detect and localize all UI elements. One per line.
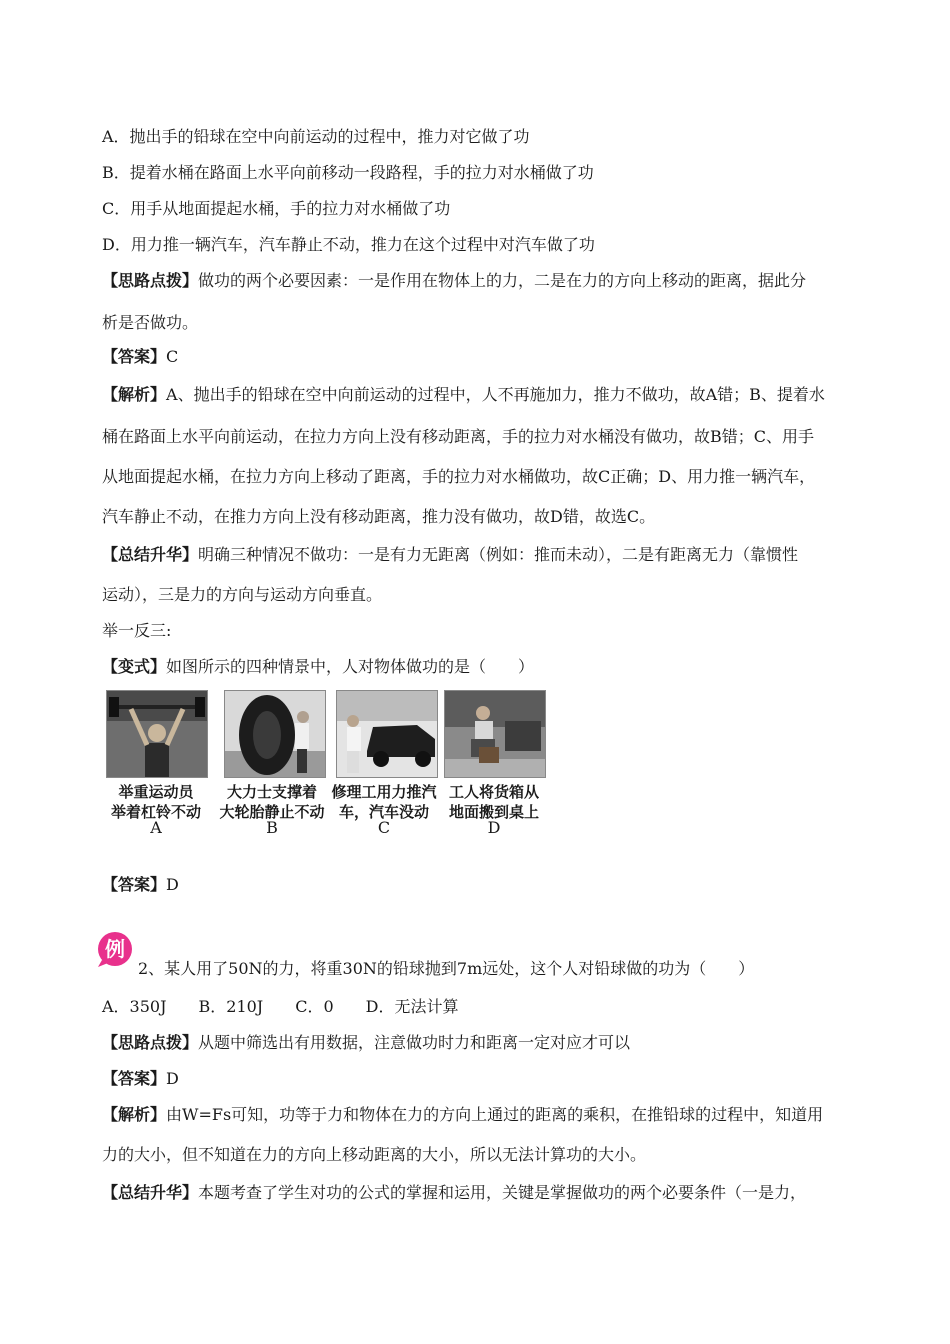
label-b: B — [266, 818, 278, 837]
q2-answer-value: D — [166, 1069, 179, 1088]
answer-line-1 — [102, 346, 842, 368]
caption-a-2: 举着杠铃不动 — [110, 803, 201, 821]
car-photo — [336, 690, 438, 778]
q2-hint-tag: 【思路点拨】 — [102, 1033, 199, 1052]
summary-line-2: 运动），三是力的方向与运动方向垂直。 — [102, 585, 383, 604]
weightlifter-photo — [106, 690, 208, 778]
q2-summary-line-1 — [102, 1182, 842, 1204]
hint-line-2: 析是否做功。 — [102, 313, 199, 332]
example-badge-icon — [96, 930, 134, 968]
hint-text-1: 做功的两个必要因素：一是作用在物体上的力，二是在力的方向上移动的距离，据此分 — [198, 271, 807, 290]
variant-answer-value: D — [166, 875, 179, 894]
q2-analysis-line-2: 力的大小，但不知道在力的方向上移动距离的大小，所以无法计算功的大小。 — [102, 1145, 647, 1164]
hint-tag: 【思路点拨】 — [102, 271, 199, 290]
scenario-figure — [106, 690, 556, 840]
q2-summary-text-1: 本题考查了学生对功的公式的掌握和运用，关键是掌握做功的两个必要条件（一是力， — [198, 1183, 807, 1202]
analysis-tag: 【解析】 — [102, 385, 167, 404]
answer-tag: 【答案】 — [102, 347, 167, 366]
answer-value: C — [166, 347, 179, 366]
variant-answer-line — [102, 874, 842, 896]
caption-d-2: 地面搬到桌上 — [448, 803, 539, 821]
q2-analysis-line-1 — [102, 1104, 842, 1126]
q2-hint-line — [102, 1032, 842, 1054]
summary-tag: 【总结升华】 — [102, 545, 199, 564]
option-d: D．用力推一辆汽车，汽车静止不动，推力在这个过程中对汽车做了功 — [102, 235, 595, 254]
q2-question: 2、某人用了50N的力，将重30N的铅球抛到7m远处，这个人对铅球做的功为（ ） — [138, 959, 755, 978]
caption-c-1: 修理工用力推汽 — [331, 783, 437, 801]
variant-question-line — [102, 656, 842, 678]
box-photo — [444, 690, 546, 778]
variant-tag: 【变式】 — [102, 657, 167, 676]
summary-line-1 — [102, 544, 842, 566]
analysis-line-1 — [102, 384, 842, 406]
q2-answer-line — [102, 1068, 842, 1090]
q2-analysis-tag: 【解析】 — [102, 1105, 167, 1124]
tire-photo — [224, 690, 326, 778]
analysis-line-3: 从地面提起水桶，在拉力方向上移动了距离，手的拉力对水桶做功，故C正确；D、用力推一辆汽车， — [102, 467, 816, 486]
caption-b-1: 大力士支撑着 — [226, 783, 317, 801]
analysis-line-4: 汽车静止不动，在推力方向上没有移动距离，推力没有做功，故D错，故选C。 — [102, 507, 656, 526]
example-badge-text: 例 — [105, 937, 125, 961]
label-d: D — [487, 818, 501, 837]
caption-c-2: 车，汽车没动 — [338, 803, 429, 821]
variant-heading: 举一反三: — [102, 621, 172, 640]
q2-answer-tag: 【答案】 — [102, 1069, 167, 1088]
variant-answer-tag: 【答案】 — [102, 875, 167, 894]
q2-summary-tag: 【总结升华】 — [102, 1183, 199, 1202]
analysis-text-1: A、抛出手的铅球在空中向前运动的过程中，人不再施加力，推力不做功，故A错；B、提着水 — [166, 385, 825, 404]
caption-d-1: 工人将货箱从 — [448, 783, 539, 801]
label-c: C — [377, 818, 391, 837]
label-a: A — [150, 818, 162, 837]
caption-b-2: 大轮胎静止不动 — [219, 803, 325, 821]
q2-analysis-text-1: 由W=Fs可知，功等于力和物体在力的方向上通过的距离的乘积，在推铅球的过程中，知道用 — [166, 1105, 824, 1124]
summary-text-1: 明确三种情况不做功：一是有力无距离（例如：推而未动），二是有距离无力（靠惯性 — [198, 545, 799, 564]
analysis-line-2: 桶在路面上水平向前运动，在拉力方向上没有移动距离，手的拉力对水桶没有做功，故B错；C、用手 — [102, 427, 815, 446]
option-c: C．用手从地面提起水桶，手的拉力对水桶做了功 — [102, 199, 451, 218]
variant-question: 如图所示的四种情景中，人对物体做功的是（ ） — [166, 657, 535, 676]
option-b: B．提着水桶在路面上水平向前移动一段路程，手的拉力对水桶做了功 — [102, 163, 594, 182]
option-a: A．抛出手的铅球在空中向前运动的过程中，推力对它做了功 — [102, 127, 530, 146]
q2-options: A．350J B．210J C．0 D．无法计算 — [102, 997, 459, 1016]
q2-hint-text: 从题中筛选出有用数据，注意做功时力和距离一定对应才可以 — [198, 1033, 631, 1052]
hint-line-1 — [102, 270, 842, 292]
caption-a-1: 举重运动员 — [118, 783, 194, 801]
